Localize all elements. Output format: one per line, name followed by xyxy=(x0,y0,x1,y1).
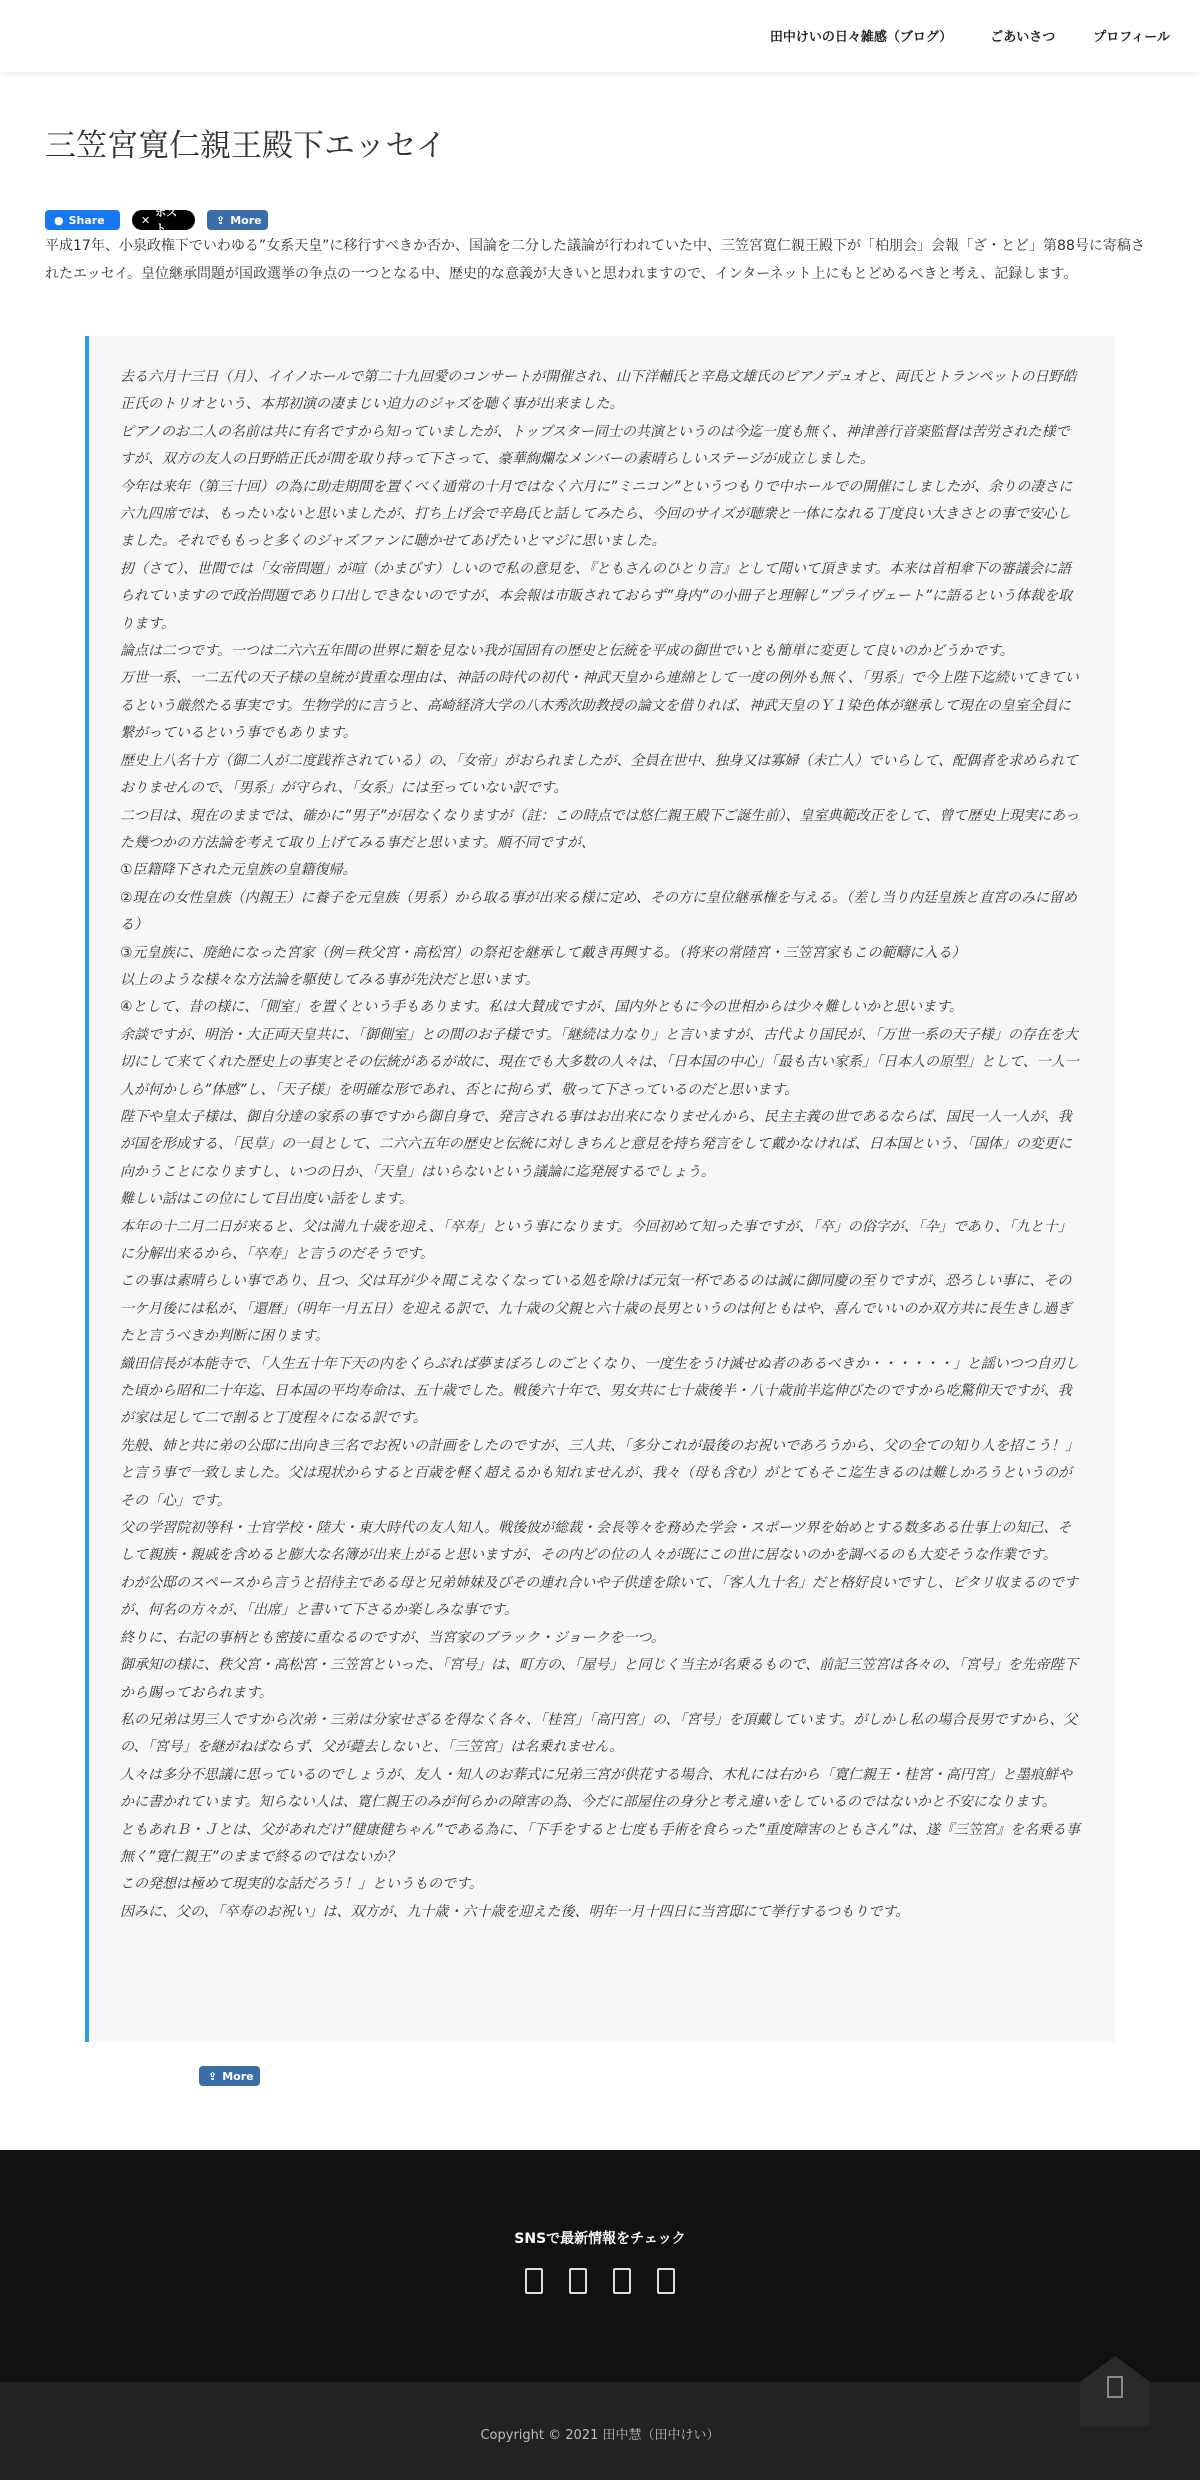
x-icon[interactable] xyxy=(525,2268,543,2294)
essay-paragraph: 御承知の様に、秩父宮・高松宮・三笠宮といった、「宮号」は、町方の、「屋号」と同じく当主が名乗るもので、前記三笠宮は各々の、「宮号」を先帝陛下から賜っておられます。 xyxy=(120,1657,1078,1701)
instagram-icon[interactable] xyxy=(613,2268,631,2294)
essay-paragraph: ピアノのお二人の名前は共に有名ですから知っていましたが、トップスター同士の共演というのは今迄一度も無く、神津善行音楽監督は苦労された様ですが、双方の友人の日野皓正氏が間を取り持って下さって、豪華絢爛なメンバーの素晴らしいステージが成立しました。 xyxy=(120,423,1070,468)
essay-paragraph: 人々は多分不思議に思っているのでしょうが、友人・知人のお葬式に兄弟三宮が供花する場合、木札には右から「寛仁親王・桂宮・高円宮」と墨痕鮮やかに書かれています。知らない人は、寛仁親王のみが何らかの障害の為、今だに部屋住の身分と考え違いをしているのではないかと不安になります。 xyxy=(120,1766,1072,1811)
essay-paragraph: ③元皇族に、廃絶になった宮家（例＝秩父宮・高松宮）の祭祀を継承して戴き再興する。（将来の常陸宮・三笠宮家もこの範疇に入る） xyxy=(120,944,966,961)
essay-paragraph: 本年の十二月二日が来ると、父は満九十歳を迎え、「卒寿」という事になります。今回初めて知った事ですが、「卒」の俗字が、「卆」であり、「九と十」に分解出来るから、「卒寿」と言うのだそうです。 xyxy=(120,1218,1072,1262)
page-title: 三笠宮寛仁親王殿下エッセイ xyxy=(45,128,447,164)
main-content xyxy=(0,124,1200,2086)
essay-paragraph: 父の学習院初等科・士官学校・陸大・東大時代の友人知人。戦後彼が総裁・会長等々を務めた学会・スポーツ界を始めとする数多ある仕事上の知己、そして親族・親戚を含めると膨大な名簿が出来上がると思いますが、その内どの位の人々が既にこの世に居ないのかを調べるのも大変そうな作業です。 xyxy=(120,1520,1072,1564)
arrow-up-icon xyxy=(1107,2376,1123,2398)
essay-paragraph: 二つ目は、現在のままでは、確かに”男子”が居なくなりますが（註：この時点では悠仁親王殿下ご誕生前）、皇室典範改正をして、曾て歴史上現実にあった幾つかの方法論を考えて取り上げてみる事だと思います。順不同ですが、 xyxy=(120,807,1080,851)
scroll-to-top-button[interactable] xyxy=(1080,2356,1150,2426)
nav-item-profile[interactable]: プロフィール xyxy=(1093,30,1170,45)
essay-paragraph: 終りに、右記の事柄とも密接に重なるのですが、当宮家のブラック・ジョークを一つ。 xyxy=(120,1629,665,1646)
essay-paragraph: 扨（さて）、世間では「女帝問題」が喧（かまびす）しいので私の意見を、『ともさんのひとり言』として聞いて頂きます。本来は首相傘下の審議会に語られていますので政治問題であり口出しできないのですが、本会報は市販されておらず”身内”の小冊子と理解し”プライヴェート”に語るという体裁を取ります。 xyxy=(120,560,1073,632)
essay-paragraph: 織田信長が本能寺で、「人生五十年下天の内をくらぶれば夢まぼろしのごとくなり、一度生をうけ滅せぬ者のあるべきか・・・・・・」と謡いつつ自刃した頃から昭和二十年迄、日本国の平均寿命は、五十歳でした。戦後六十年で、男女共に七十歳後半・八十歳前半迄伸びたのですから吃驚仰天ですが、我が家は足して二で割ると丁度程々になる訳です。 xyxy=(120,1355,1079,1427)
more-share-button-bottom[interactable] xyxy=(199,2066,260,2086)
site-header xyxy=(0,0,1200,72)
essay-paragraph: ②現在の女性皇族（内親王）に養子を元皇族（男系）から取る事が出来る様に定め、その方に皇位継承権を与える。（差し当り内廷皇族と直宮のみに留める） xyxy=(120,889,1077,934)
essay-blockquote xyxy=(85,336,1115,2042)
more-share-button[interactable] xyxy=(207,210,268,230)
global-nav xyxy=(770,26,1170,45)
essay-paragraph: この発想は極めて現実的な話だろう！」というものです。 xyxy=(120,1876,483,1893)
essay-paragraph: 陛下や皇太子様は、御自分達の家系の事ですから御自身で、発言される事はお出来になりませんから、民主主義の世であるならば、国民一人一人が、我が国を形成する、「民草」の一員として、二六六五年の歴史と伝統に対しきちんと意見を持ち発言をして戴かなければ、日本国という、「国体」の変更に向かうことになりますし、いつの日か、「天皇」はいらないという議論に迄発展するでしょう。 xyxy=(120,1108,1072,1180)
facebook-icon[interactable] xyxy=(569,2268,587,2294)
facebook-icon: ● xyxy=(54,213,64,227)
essay-paragraph: 万世一系、一二五代の天子様の皇統が貴重な理由は、神話の時代の初代・神武天皇から連綿として一度の例外も無く、「男系」で今上陛下迄続いてきているという厳然たる事実です。生物学的に言うと、高崎経済大学の八木秀次助教授の論文を借りれば、神武天皇のＹ１染色体が継承して現在の皇室全員に繋がっているという事でもあります。 xyxy=(120,670,1079,742)
essay-paragraph: 私の兄弟は男三人ですから次弟・三弟は分家せざるを得なく各々、「桂宮」「高円宮」の、「宮号」を頂戴しています。がしかし私の場合長男ですから、父の、「宮号」を継がねばならず、父が薨去しないと、「三笠宮」は名乗れません。 xyxy=(120,1711,1078,1756)
essay-paragraph: ともあれＢ・Ｊとは、父があれだけ”健康健ちゃん”である為に、「下手をすると七度も手術を食らった”重度障害のともさん”は、遂『三笠宮』を名乗る事無く”寛仁親王”のままで終るのではないか？ xyxy=(120,1821,1081,1865)
essay-paragraph: 以上のような様々な方法論を駆使してみる事が先決だと思います。 xyxy=(120,971,539,988)
essay-paragraph: 歴史上八名十方（御二人が二度践祚されている）の、「女帝」がおられましたが、全員在世中、独身又は寡婦（未亡人）でいらして、配偶者を求められておりませんので、「男系」が守られ、「女系」には至っていない訳です。 xyxy=(120,752,1079,797)
facebook-share-button[interactable] xyxy=(45,210,120,230)
more-share-label: More xyxy=(222,2069,254,2083)
essay-paragraph: ④として、昔の様に、「側室」を置くという手もあります。私は大賛成ですが、国内外ともに今の世相からは少々難しいかと思います。 xyxy=(120,999,964,1016)
site-footer xyxy=(0,2150,1200,2382)
share-icon: ⇪ xyxy=(208,2069,218,2083)
essay-paragraph: 去る六月十三日（月）、イイノホールで第二十九回愛のコンサートが開催され、山下洋輔氏と辛島文雄氏のピアノデュオと、両氏とトランペットの日野皓正氏のトリオという、本邦初演の凄まじい迫力のジャズを聴く事が出来ました。 xyxy=(120,369,1077,413)
essay-paragraph: 難しい話はこの位にして目出度い話をします。 xyxy=(120,1191,413,1208)
feed-icon[interactable] xyxy=(657,2268,675,2294)
sns-icons xyxy=(0,2268,1200,2294)
more-share-label: More xyxy=(230,213,262,227)
facebook-share-label: Share xyxy=(68,213,105,227)
article-intro: 平成17年、小泉政権下でいわゆる”女系天皇”に移行すべきか否か、国論を二分した議論が行われていた中、三笠宮寛仁親王殿下が「柏朋会」会報「ざ・とど」第88号に寄稿されたエッセイ。皇位継承問題が国政選挙の争点の一つとなる中、歴史的な意義が大きいと思われますので、インターネット上にもとどめるべきと考え、記録します。 xyxy=(45,238,1145,282)
essay-paragraph: わが公邸のスペースから言うと招待主である母と兄弟姉妹及びその連れ合いや子供達を除いて、「客人九十名」だと格好良いですし、ピタリ収まるのですが、何名の方々が、「出席」と書いて下さるか楽しみな事です。 xyxy=(120,1574,1079,1619)
essay-paragraph: 先般、姉と共に弟の公邸に出向き三名でお祝いの計画をしたのですが、三人共、「多分これが最後のお祝いであろうから、父の全ての知り人を招こう！」と言う事で一致しました。父は現状からすると百歳を軽く超えるかも知れませんが、我々（母も含む）がとてもそこ迄生きるのは難しかろうというのがその「心」です。 xyxy=(120,1437,1079,1509)
copyright: Copyright © 2021 田中慧（田中けい） xyxy=(480,2428,720,2443)
essay-paragraph: 論点は二つです。一つは二六六五年間の世界に類を見ない我が国固有の歴史と伝統を平成の御世でいとも簡単に変更して良いのかどうかです。 xyxy=(120,643,1014,660)
share-buttons xyxy=(45,206,1155,235)
x-post-button[interactable] xyxy=(132,206,195,235)
nav-item-blog[interactable]: 田中けいの日々雑感（ブログ） xyxy=(769,30,953,45)
sns-title: SNSで最新情報をチェック xyxy=(514,2231,686,2247)
nav-item-greeting[interactable]: ごあいさつ xyxy=(990,30,1056,45)
essay-paragraph: ①臣籍降下された元皇族の皇籍復帰。 xyxy=(120,862,357,879)
essay-paragraph: 因みに、父の、「卒寿のお祝い」は、双方が、九十歳・六十歳を迎えた後、明年一月十四日に当宮邸にて挙行するつもりです。 xyxy=(120,1903,910,1920)
copyright-bar xyxy=(0,2382,1200,2480)
share-icon: ⇪ xyxy=(216,213,226,227)
x-post-label: ポスト xyxy=(155,206,178,235)
essay-paragraph: この事は素晴らしい事であり、且つ、父は耳が少々聞こえなくなっている処を除けば元気一杯であるのは誠に御同慶の至りですが、恐ろしい事に、その一ケ月後には私が、「還暦」（明年一月五日）を迎える訳で、九十歳の父親と六十歳の長男というのは何ともはや、喜んでいいのか双方共に長生きし過ぎたと言うべきか判断に困ります。 xyxy=(120,1273,1072,1345)
essay-paragraph: 今年は来年（第三十回）の為に助走期間を置くべく通常の十月ではなく六月に”ミニコン”というつもりで中ホールでの開催にしましたが、余りの凄さに六九四席では、もったいないと思いましたが、打ち上げ会で辛島氏と話してみたら、今回のサイズが聴衆と一体になれる丁度良い大きさとの事で安心しました。それでももっと多くのジャズファンに聴かせてあげたいとマジに思いました。 xyxy=(120,478,1073,550)
x-icon: ✕ xyxy=(141,213,151,227)
essay-paragraph: 余談ですが、明治・大正両天皇共に、「御側室」との間のお子様です。「継続は力なり」と言いますが、古代より国民が、「万世一系の天子様」の存在を大切にして来てくれた歴史上の事実とその伝統があるが故に、現在でも大多数の人々は、「日本国の中心」「最も古い家系」「日本人の原型」として、一人一人が何かしら”体感”し、「天子様」を明確な形であれ、否とに拘らず、敬って下さっているのだと思います。 xyxy=(120,1026,1079,1098)
